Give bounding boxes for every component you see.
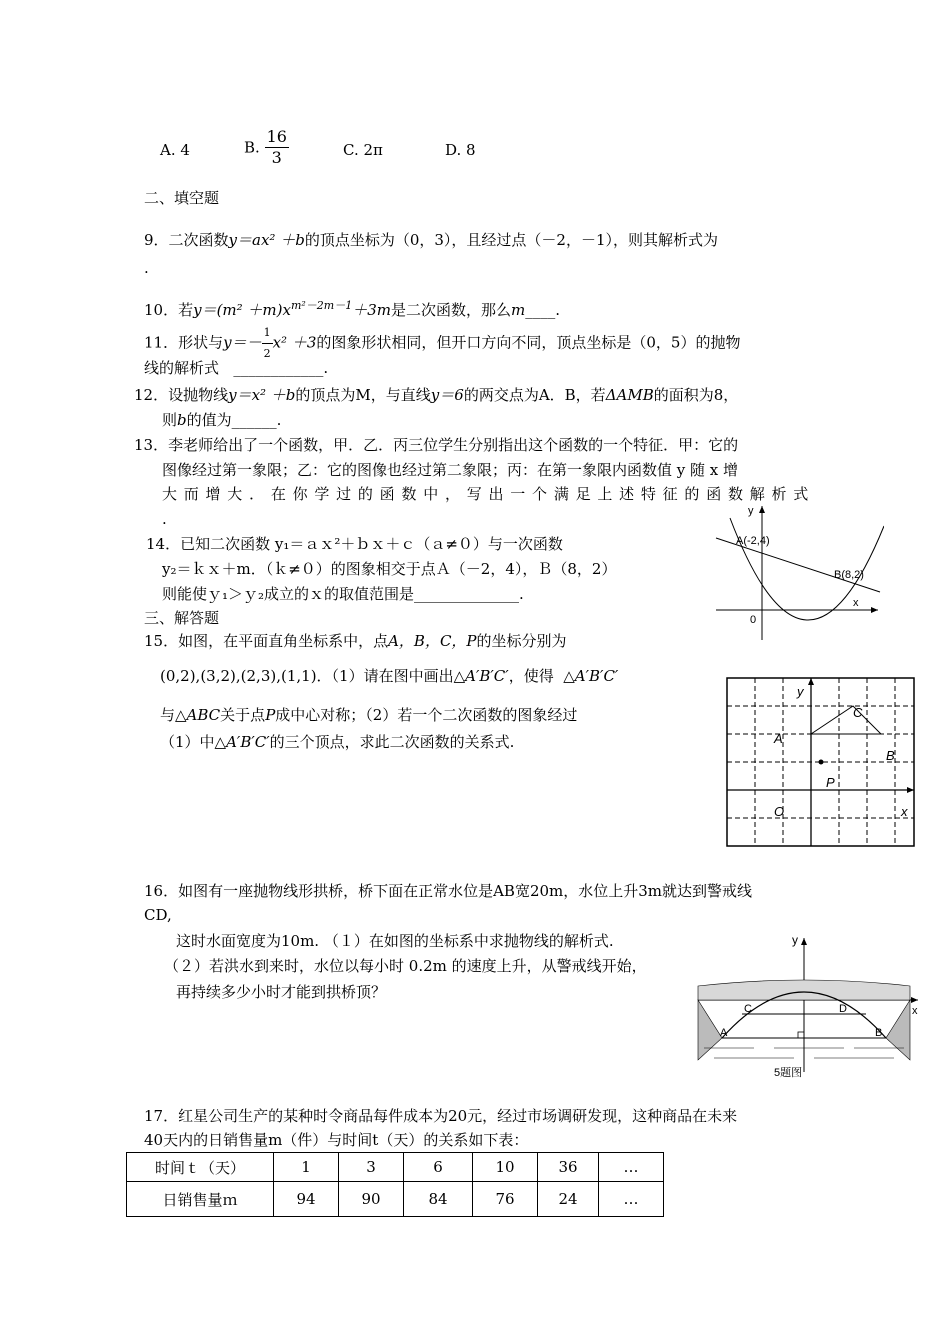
bridge-y-arrow (801, 938, 807, 945)
q15-line4-prefix: （1）中 (160, 733, 215, 751)
q15-triangle-1: △A′B′C′ (453, 667, 509, 685)
grid-c-label: C (853, 705, 863, 720)
q13-tail: . (162, 510, 167, 528)
graph-y-label: y (748, 505, 754, 517)
grid-x-label: x (901, 804, 908, 819)
table-cell: 36 (538, 1153, 599, 1182)
question-9 (144, 230, 718, 250)
q15-point-p: P (265, 706, 276, 724)
q10-text: 是二次函数，那么 (391, 301, 512, 319)
q10-formula: y＝(m² ＋m)x (193, 301, 291, 319)
q9-prefix: 9．二次函数 (144, 231, 229, 249)
q15-line4-text: 的三个顶点，求此二次函数的关系式. (269, 733, 515, 751)
bridge-figure (694, 930, 924, 1080)
bridge-x-arrow (911, 997, 918, 1003)
q15-triangle-4: △A′B′C′ (214, 733, 270, 751)
q9-tail: . (144, 259, 149, 277)
sales-table (126, 1152, 664, 1217)
q15-coords: (0,2),(3,2),(2,3),(1,1) (160, 667, 317, 685)
grid-y-arrow (808, 678, 814, 685)
bridge-a-label: A (720, 1027, 728, 1039)
bridge-right-bank (886, 1000, 910, 1060)
q15-line2 (160, 666, 618, 686)
table-header-sales: 日销售量ｍ (127, 1182, 274, 1217)
q10-prefix: 10．若 (144, 301, 194, 319)
grid-p-label: P (826, 775, 835, 790)
q16-line4: （２）若洪水到来时，水位以每小时 0.2m 的速度上升，从警戒线开始， (164, 957, 647, 975)
q12-text3: 的面积为8， (653, 386, 739, 404)
q15-line2-text2: ，使得 (508, 667, 554, 685)
table-cell: 1 (274, 1153, 339, 1182)
q10-formula-tail: ＋3m (352, 301, 392, 319)
q15-line3-text2: 成中心对称；（2）若一个二次函数的图象经过 (275, 706, 578, 724)
q12-text: 的顶点为M，与直线 (295, 386, 431, 404)
bridge-d-label: D (839, 1003, 847, 1015)
q11-numerator: 1 (262, 323, 273, 344)
q10-variable: m (511, 301, 526, 319)
q16-line3: 这时水面宽度为10m. （１）在如图的坐标系中求抛物线的解析式. (176, 932, 614, 950)
table-cell: 24 (538, 1182, 599, 1217)
q12-prefix: 12．设抛物线 (134, 386, 229, 404)
bridge-x-label: x (912, 1005, 918, 1017)
table-cell: … (599, 1182, 664, 1217)
table-cell: 84 (404, 1182, 473, 1217)
option-d: D. 8 (445, 141, 476, 159)
q13-line2: 图像经过第一象限；乙：它的图像也经过第二象限；丙：在第一象限内函数值 y 随 x 增 (162, 461, 739, 479)
q17-line1: 17．红星公司生产的某种时令商品每件成本为20元，经过市场调研发现，这种商品在未来 (144, 1107, 738, 1125)
option-c: C. 2π (343, 141, 383, 159)
y-axis-arrow (759, 506, 765, 513)
q14-graph (708, 500, 884, 646)
grid-origin-label: O (774, 804, 785, 819)
q16-line2: CD, (144, 906, 172, 924)
q11-denominator: 2 (263, 347, 271, 360)
q16-line5: 再持续多少小时才能到拱桥顶？ (176, 983, 387, 1001)
grid-x-arrow (907, 787, 914, 793)
bridge-c-label: C (744, 1003, 752, 1015)
graph-point-b-label: B(8,2) (834, 569, 864, 581)
q11-blank: ____________. (233, 359, 329, 377)
graph-point-a-label: A(-2,4) (736, 535, 770, 547)
option-b-label: B. (244, 138, 260, 157)
table-cell: 3 (339, 1153, 404, 1182)
q14-line3: 则能使ｙ₁＞ｙ₂成立的ｘ的取值范围是______________. (162, 585, 524, 603)
table-cell: … (599, 1153, 664, 1182)
section-fill-in-title: 二、填空题 (144, 189, 220, 207)
q9-text: 的顶点坐标为（0，3），且经过点（－2，－1），则其解析式为 (304, 231, 718, 249)
q15-line3-prefix: 与 (160, 706, 176, 724)
question-10 (144, 296, 560, 320)
q12-line2-text: 的值为______. (186, 411, 282, 429)
option-b-numerator: 16 (266, 127, 287, 146)
q11-formula-sign: y＝－ (223, 333, 262, 352)
option-b-fraction (265, 127, 289, 168)
bridge-caption: 5题图 (774, 1067, 803, 1079)
graph-x-label: x (853, 597, 859, 609)
table-cell: 90 (339, 1182, 404, 1217)
q12-line2-prefix: 则 (162, 411, 178, 429)
triangle-abc (811, 706, 881, 734)
section-solve-title: 三、解答题 (144, 609, 220, 627)
q12-line2 (162, 410, 281, 430)
bridge-b-label: B (875, 1027, 883, 1039)
q11-line2-text: 线的解析式 (144, 359, 220, 377)
option-a: A. 4 (160, 141, 190, 159)
q12-line-formula: y＝6 (430, 386, 464, 404)
point-p-dot (819, 760, 824, 765)
q15-line1-text: 的坐标分别为 (476, 632, 567, 650)
q16-line1: 16．如图有一座抛物线形拱桥，桥下面在正常水位是AB宽20m，水位上升3m就达到警戒线 (144, 882, 753, 900)
q15-line1-prefix: 15．如图，在平面直角坐标系中，点 (144, 632, 389, 650)
table-header-time: 时间ｔ（天） (127, 1153, 274, 1182)
table-cell: 6 (404, 1153, 473, 1182)
q9-formula: y＝ax² ＋b (228, 231, 305, 249)
table-cell: 76 (473, 1182, 538, 1217)
q15-grid-figure (722, 674, 918, 850)
q15-triangle-3: △ABC (175, 706, 221, 724)
q15-line4 (160, 732, 514, 752)
table-row (127, 1182, 664, 1217)
grid-y-label: y (797, 684, 804, 699)
q12-formula: y＝x² ＋b (228, 386, 296, 404)
table-cell: 10 (473, 1153, 538, 1182)
q15-line2-text: ．（1）请在图中画出 (316, 667, 454, 685)
table-cell: 94 (274, 1182, 339, 1217)
q13-line1: 13．李老师给出了一个函数，甲．乙．丙三位学生分别指出这个函数的一个特征．甲：它的 (134, 436, 739, 454)
q12-triangle: ΔAMB (605, 386, 654, 404)
q15-line3 (160, 705, 577, 725)
option-b (244, 127, 289, 168)
bridge-left-bank (698, 1000, 722, 1060)
right-angle-mark (798, 1032, 804, 1038)
question-12 (134, 385, 738, 405)
q11-text: 的图象形状相同，但开口方向不同，顶点坐标是（0，5）的抛物 (316, 333, 741, 352)
q11-formula-tail: x² ＋3 (272, 333, 317, 352)
q15-triangle-2: △A′B′C′ (563, 667, 619, 685)
graph-origin-label: 0 (750, 614, 757, 626)
q15-points: A，B，C，P (388, 632, 477, 650)
q14-line1: 14．已知二次函数 y₁＝ａｘ²＋ｂｘ＋ｃ（ａ≠０）与一次函数 (146, 535, 563, 553)
q17-line2: 40天内的日销售量m（件）与时间t（天）的关系如下表： (144, 1131, 529, 1149)
q10-exponent: m²－2m－1 (290, 299, 353, 312)
q14-line2: y₂＝ｋｘ＋m．（ｋ≠０）的图象相交于点Ａ（－2，4），Ｂ（8，2） (162, 560, 617, 578)
q11-line2 (144, 358, 328, 378)
q12-variable: b (177, 411, 187, 429)
q12-text2: 的两交点为A．B，若 (463, 386, 606, 404)
option-b-denominator: 3 (271, 148, 282, 167)
q13-line3: 大 而 增 大 ． 在 你 学 过 的 函 数 中 ， 写 出 一 个 满 足 上 述 特 征 的 函 数 解 析 式 (162, 485, 810, 503)
x-axis-arrow (871, 607, 878, 613)
q15-line3-text: 关于点 (220, 706, 266, 724)
table-row (127, 1153, 664, 1182)
grid-a-label: A (774, 731, 783, 746)
q10-blank: ____. (525, 301, 561, 319)
bridge-y-label: y (792, 933, 798, 947)
q15-line1 (144, 631, 567, 651)
grid-b-label: B (886, 748, 895, 763)
bridge-deck (698, 980, 910, 1000)
q11-prefix: 11．形状与 (144, 333, 224, 352)
